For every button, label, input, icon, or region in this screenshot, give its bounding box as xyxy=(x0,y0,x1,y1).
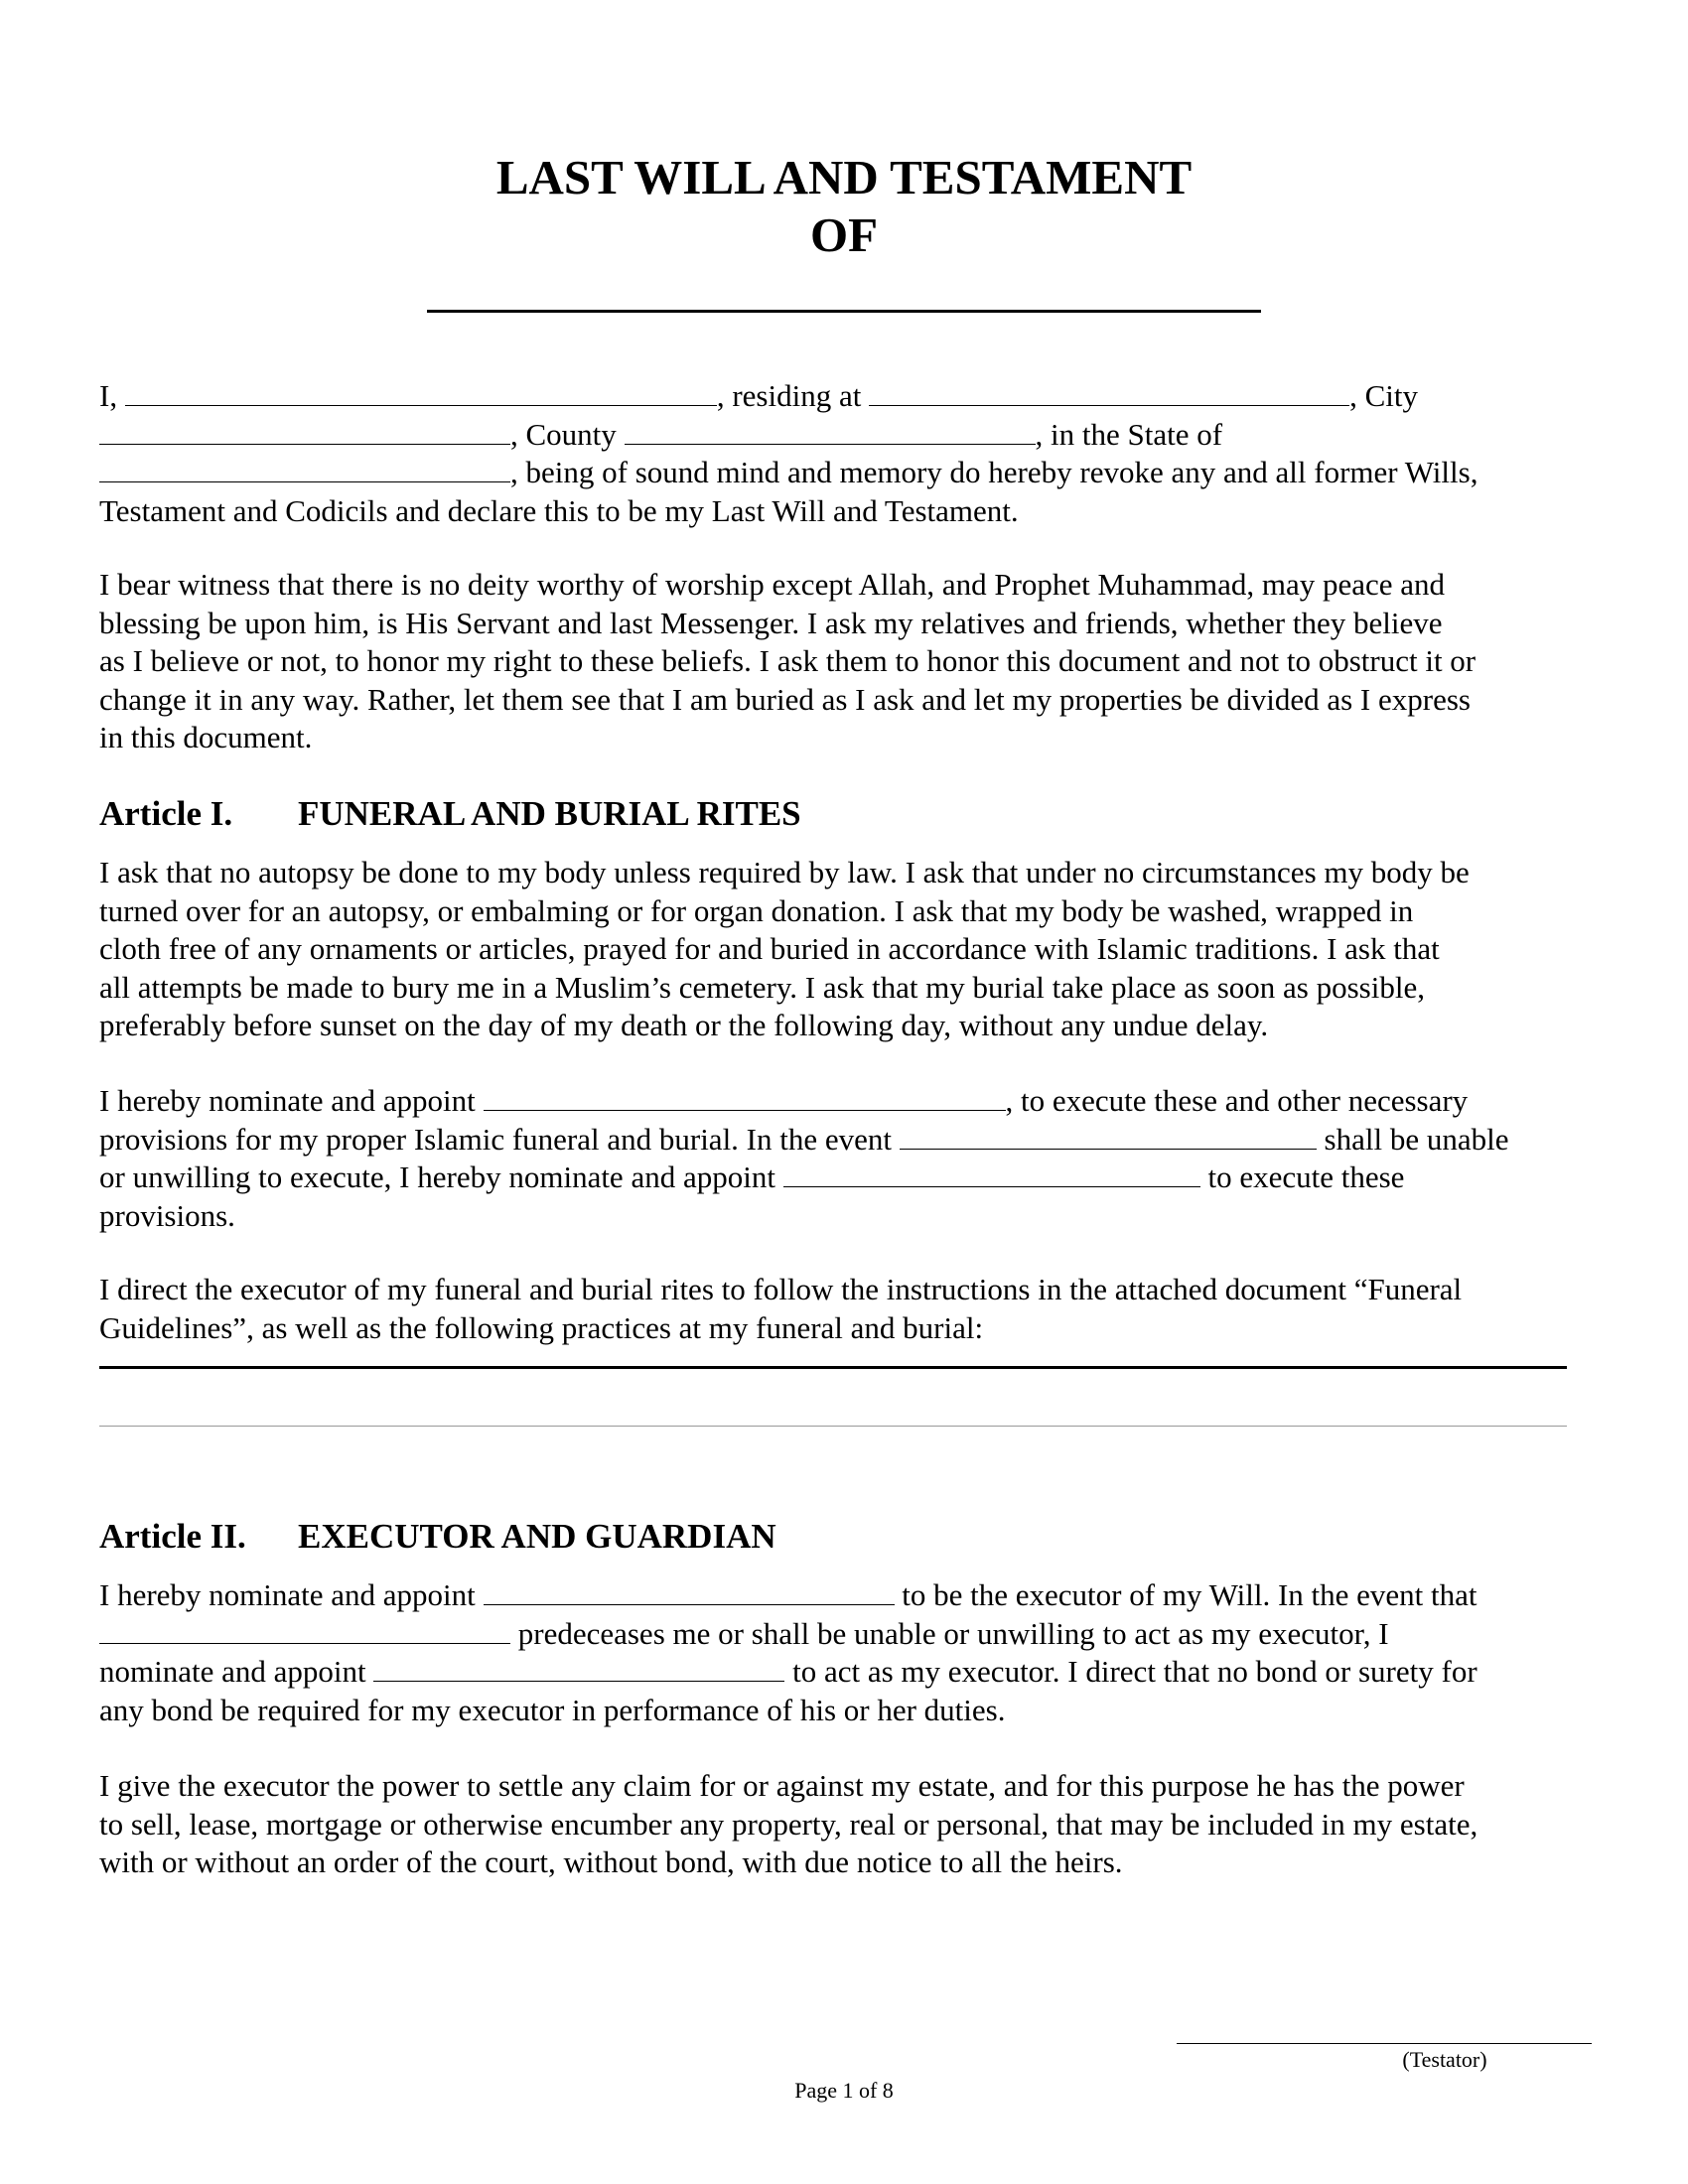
alternate-funeral-executor-blank[interactable] xyxy=(783,1162,1200,1187)
will-page xyxy=(99,0,1589,2184)
body-text: nominate and appoint xyxy=(99,1654,374,1689)
article-number: Article II. xyxy=(99,1517,246,1556)
testator-name-blank[interactable] xyxy=(125,381,717,406)
funeral-rites-paragraph xyxy=(99,854,1589,1045)
intro-text: , County xyxy=(510,416,625,452)
faith-text: blessing be upon him, is His Servant and last Messenger. I ask my relatives and friends, whether they believe xyxy=(99,605,1443,640)
intro-text: , City xyxy=(1349,378,1418,413)
testator-label: (Testator) xyxy=(1402,2047,1487,2072)
article-number: Article I. xyxy=(99,794,233,833)
body-text: I hereby nominate and appoint xyxy=(99,1083,484,1118)
body-text: all attempts be made to bury me in a Muslim’s cemetery. I ask that my burial take place as soon as possible, xyxy=(99,969,1425,1005)
article-title: FUNERAL AND BURIAL RITES xyxy=(298,794,801,833)
faith-text: change it in any way. Rather, let them see that I am buried as I ask and let my properties be divided as I express xyxy=(99,681,1471,717)
body-text: provisions for my proper Islamic funeral and burial. In the event xyxy=(99,1121,900,1157)
body-text: I ask that no autopsy be done to my body unless required by law. I ask that under no circumstances my body be xyxy=(99,855,1470,889)
body-text: to sell, lease, mortgage or otherwise encumber any property, real or personal, that may be included in my estate, xyxy=(99,1806,1478,1842)
funeral-practices-line-2[interactable] xyxy=(99,1426,1567,1427)
executor-powers-paragraph xyxy=(99,1767,1589,1882)
intro-text: , being of sound mind and memory do hereby revoke any and all former Wills, xyxy=(510,455,1478,489)
title-line-2: OF xyxy=(809,207,879,262)
funeral-executor-name-blank[interactable] xyxy=(900,1125,1317,1150)
body-text: to act as my executor. I direct that no bond or surety for xyxy=(784,1654,1477,1689)
intro-text: Testament and Codicils and declare this to be my Last Will and Testament. xyxy=(99,492,1019,528)
article-2-heading xyxy=(99,1517,776,1557)
intro-text: I, xyxy=(99,378,125,413)
body-text: I give the executor the power to settle any claim for or against my estate, and for this purpose he has the power xyxy=(99,1768,1465,1803)
state-blank[interactable] xyxy=(99,458,510,482)
county-blank[interactable] xyxy=(625,420,1036,445)
body-text: preferably before sunset on the day of my death or the following day, without any undue delay. xyxy=(99,1008,1269,1042)
funeral-executor-blank[interactable] xyxy=(484,1086,1006,1111)
faith-paragraph xyxy=(99,566,1589,757)
body-text: shall be unable xyxy=(1316,1121,1509,1157)
executor-name-blank[interactable] xyxy=(99,1619,510,1644)
body-text: , to execute these and other necessary xyxy=(1005,1083,1469,1118)
funeral-guidelines-paragraph xyxy=(99,1271,1589,1347)
body-text: to be the executor of my Will. In the event that xyxy=(894,1577,1477,1612)
article-title: EXECUTOR AND GUARDIAN xyxy=(298,1517,776,1556)
title-line-1: LAST WILL AND TESTAMENT xyxy=(495,150,1193,205)
body-text: I hereby nominate and appoint xyxy=(99,1577,484,1612)
residence-address-blank[interactable] xyxy=(869,381,1349,406)
city-blank[interactable] xyxy=(99,420,510,445)
executor-blank[interactable] xyxy=(484,1580,895,1605)
body-text: with or without an order of the court, without bond, with due notice to all the heirs. xyxy=(99,1844,1123,1879)
faith-text: I bear witness that there is no deity worthy of worship except Allah, and Prophet Muhammad, may peace and xyxy=(99,567,1446,602)
executor-paragraph xyxy=(99,1576,1589,1729)
intro-text: , residing at xyxy=(716,378,870,413)
intro-paragraph xyxy=(99,377,1589,530)
intro-text: , in the State of xyxy=(1035,416,1223,452)
body-text: to execute these xyxy=(1199,1160,1405,1194)
funeral-practices-line-1[interactable] xyxy=(99,1366,1567,1369)
body-text: provisions. xyxy=(99,1197,235,1233)
document-title xyxy=(99,149,1589,264)
faith-text: as I believe or not, to honor my right to these beliefs. I ask them to honor this document and not to obstruct it or xyxy=(99,643,1477,678)
testator-signature-line[interactable] xyxy=(1177,2043,1592,2044)
page-number: Page 1 of 8 xyxy=(794,2078,894,2103)
body-text: I direct the executor of my funeral and burial rites to follow the instructions in the attached document “Funeral xyxy=(99,1272,1463,1306)
body-text: predeceases me or shall be unable or unwilling to act as my executor, I xyxy=(510,1615,1389,1651)
body-text: Guidelines”, as well as the following practices at my funeral and burial: xyxy=(99,1309,984,1345)
body-text: cloth free of any ornaments or articles, prayed for and buried in accordance with Islamic traditions. I ask that xyxy=(99,931,1440,966)
body-text: turned over for an autopsy, or embalming or for organ donation. I ask that my body be washed, wrapped in xyxy=(99,892,1414,928)
faith-text: in this document. xyxy=(99,720,313,754)
testator-name-field[interactable] xyxy=(427,310,1261,313)
funeral-executor-paragraph xyxy=(99,1082,1589,1235)
alternate-executor-blank[interactable] xyxy=(373,1657,784,1682)
body-text: any bond be required for my executor in performance of his or her duties. xyxy=(99,1692,1006,1727)
article-1-heading xyxy=(99,794,801,834)
body-text: or unwilling to execute, I hereby nominate and appoint xyxy=(99,1160,783,1194)
